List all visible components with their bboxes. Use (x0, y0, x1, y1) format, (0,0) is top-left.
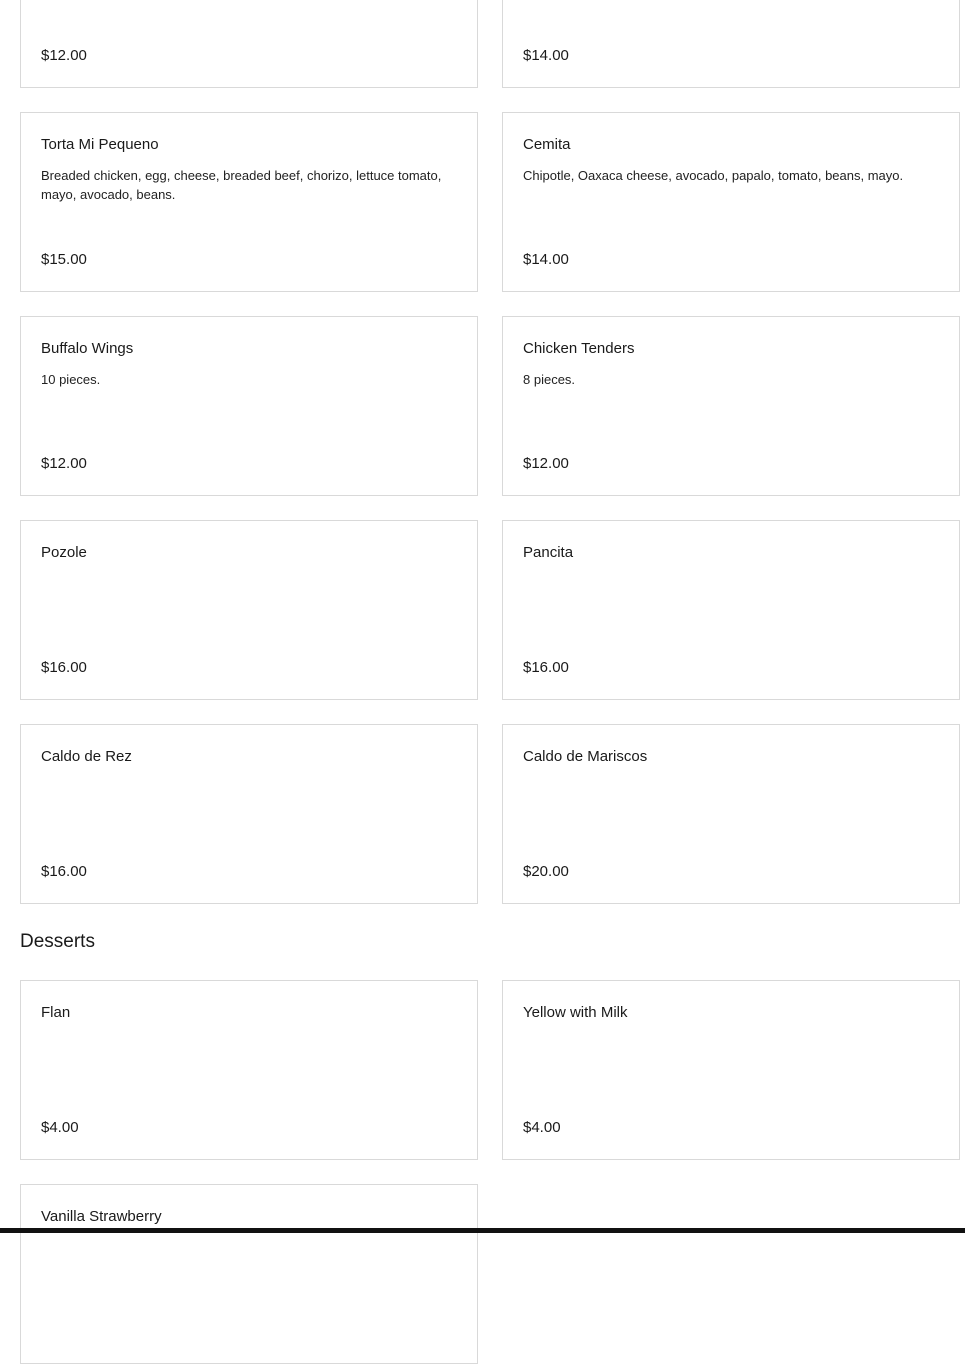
item-price: $20.00 (523, 863, 569, 880)
item-price: $4.00 (41, 1119, 79, 1136)
item-name: Caldo de Rez (41, 748, 132, 765)
item-name: Torta Mi Pequeno (41, 136, 159, 153)
menu-item-card[interactable] (20, 316, 478, 496)
item-name: Chicken Tenders (523, 340, 635, 357)
item-price: $12.00 (41, 455, 87, 472)
item-price: $12.00 (523, 455, 569, 472)
item-name: Caldo de Mariscos (523, 748, 648, 765)
menu-item-card[interactable] (502, 520, 960, 700)
item-name: Buffalo Wings (41, 340, 134, 357)
menu-item-card[interactable] (20, 0, 478, 88)
item-price: $4.00 (523, 1119, 561, 1136)
item-description: 10 pieces. (41, 372, 101, 387)
item-price: $16.00 (523, 659, 569, 676)
menu-item-card[interactable] (20, 724, 478, 904)
item-price: $12.00 (41, 47, 87, 64)
menu-item-card[interactable] (502, 0, 960, 88)
item-price: $16.00 (41, 863, 87, 880)
item-price: $14.00 (523, 47, 569, 64)
menu-item-card[interactable] (20, 112, 478, 292)
item-name: Pancita (523, 544, 574, 561)
menu-item-card[interactable] (502, 316, 960, 496)
item-description: Breaded chicken, egg, cheese, breaded beef, chorizo, lettuce tomato, mayo, avocado, beans. (41, 168, 442, 202)
item-name: Cemita (523, 136, 571, 153)
item-name: Vanilla Strawberry (41, 1208, 162, 1225)
item-price: $16.00 (41, 659, 87, 676)
dessert-item-card[interactable] (20, 1184, 478, 1364)
item-price: $14.00 (523, 251, 569, 268)
menu-item-card[interactable] (502, 724, 960, 904)
menu-item-card[interactable] (20, 520, 478, 700)
section-title-desserts: Desserts (20, 931, 95, 952)
item-description: Chipotle, Oaxaca cheese, avocado, papalo, tomato, beans, mayo. (523, 168, 904, 183)
item-description: 8 pieces. (523, 372, 576, 387)
dessert-item-card[interactable] (20, 980, 478, 1160)
item-name: Pozole (41, 544, 87, 561)
dessert-item-card[interactable] (502, 980, 960, 1160)
bottom-bar (0, 1228, 965, 1233)
item-name: Flan (41, 1004, 71, 1021)
menu-item-card[interactable] (502, 112, 960, 292)
item-name: Yellow with Milk (523, 1004, 628, 1021)
item-price: $15.00 (41, 251, 87, 268)
